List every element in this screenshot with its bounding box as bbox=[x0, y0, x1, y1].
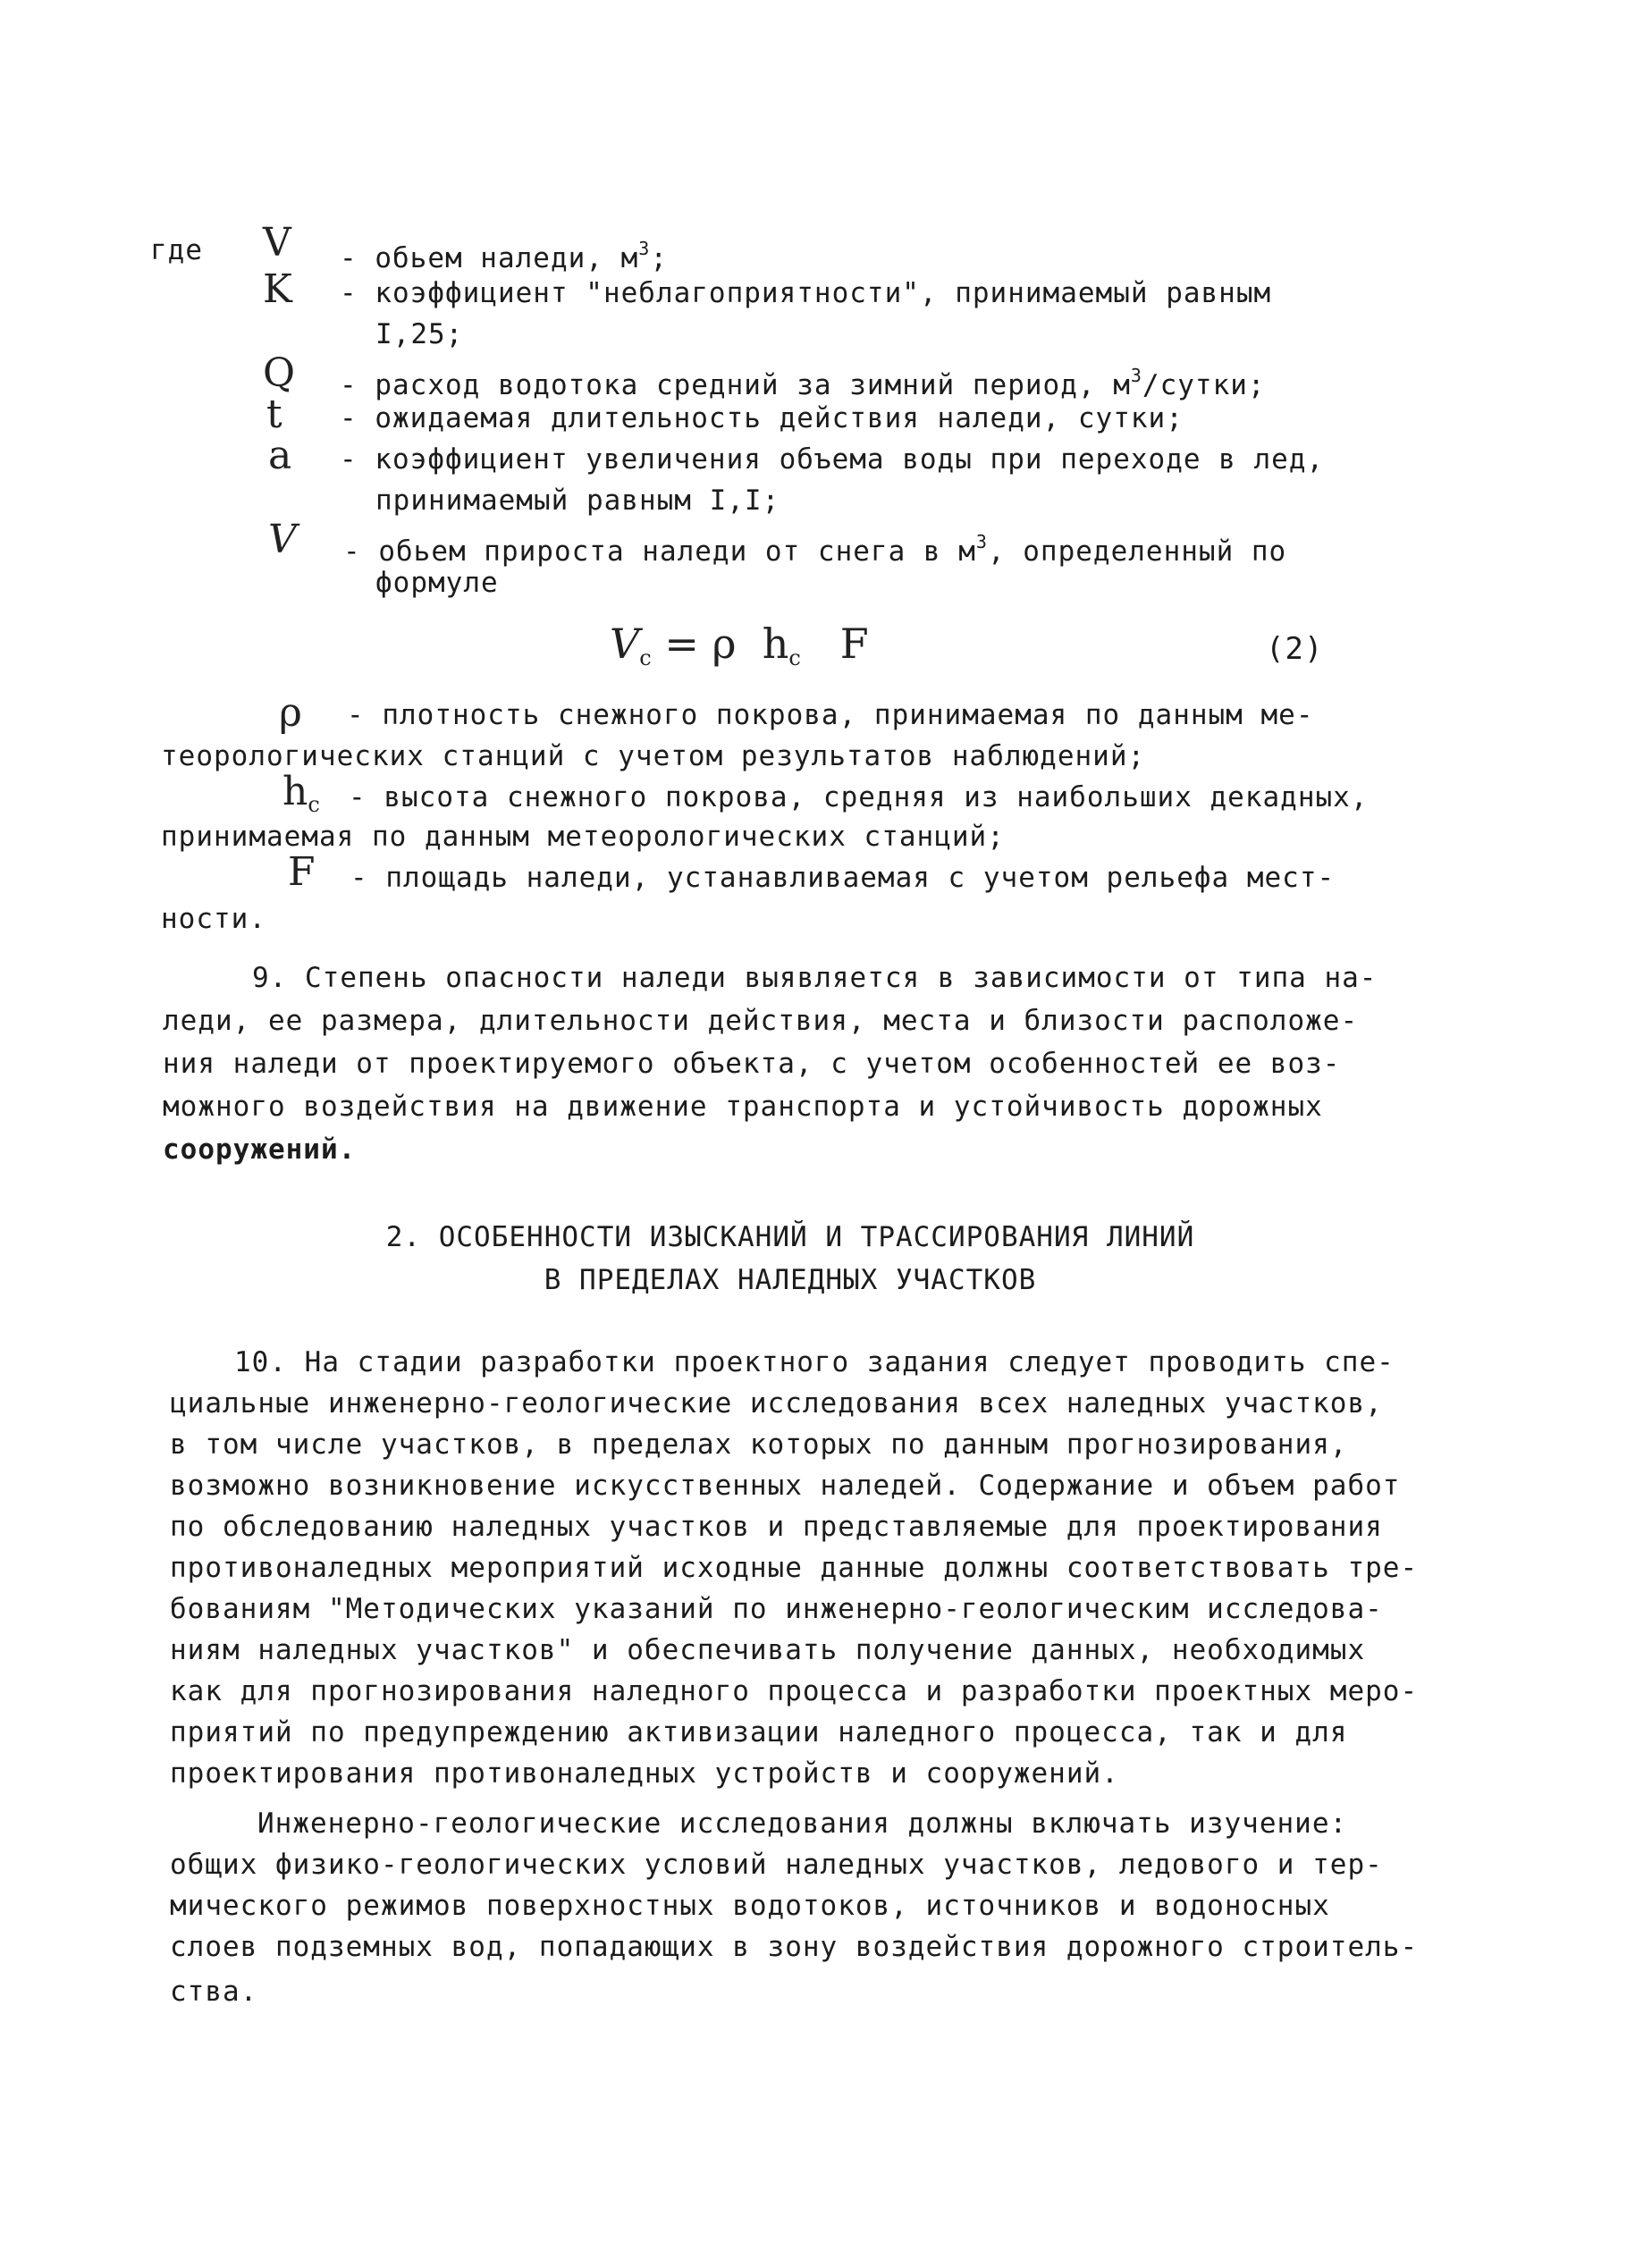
para9-line4: можного воздействия на движение транспорта и устойчивость дорожных bbox=[163, 1091, 1323, 1123]
symbol-t: t bbox=[266, 392, 282, 437]
para9-line2: леди, ее размера, длительности действия, места и близости расположе- bbox=[163, 1005, 1359, 1037]
superscript: 3 bbox=[975, 531, 988, 552]
formula-2 bbox=[610, 619, 869, 683]
definition-volume bbox=[340, 229, 668, 278]
para10-line2: циальные инженерно-геологические исследования всех наледных участков, bbox=[170, 1387, 1383, 1420]
formula-lhs-sub: c bbox=[639, 645, 652, 670]
param-f-line2: ности. bbox=[161, 903, 266, 935]
para9-line3: ния наледи от проектируемого объекта, с учетом особенностей ее воз- bbox=[163, 1048, 1341, 1080]
para10-line8: ниям наледных участков" и обеспечивать получение данных, необходимых bbox=[170, 1634, 1366, 1666]
definition-text-end: ; bbox=[650, 242, 668, 274]
definition-text: - обьем наледи, м bbox=[340, 242, 639, 274]
para11-line5: ства. bbox=[170, 1976, 258, 2008]
param-rho-line1: - плотность снежного покрова, принимаемая по данным ме- bbox=[347, 699, 1314, 731]
formula-rho: ρ bbox=[712, 619, 737, 668]
where-word: где bbox=[150, 234, 203, 266]
definition-duration: - ожидаемая длительность действия наледи, сутки; bbox=[340, 402, 1184, 434]
formula-number: (2) bbox=[1266, 631, 1324, 667]
para11-line3: мического режимов поверхностных водотоков, источников и водоносных bbox=[170, 1890, 1330, 1922]
formula-equals: = bbox=[664, 619, 699, 668]
para11-line4: слоев подземных вод, попадающих в зону воздействия дорожного строитель- bbox=[170, 1931, 1419, 1963]
definition-text-end: /сутки; bbox=[1142, 369, 1266, 401]
definition-a-line1: - коэффициент увеличения объема воды при переходе в лед, bbox=[340, 443, 1325, 476]
definition-text: - расход водотока средний за зимний период, м bbox=[340, 369, 1131, 401]
definition-discharge bbox=[340, 356, 1266, 405]
definition-snow-growth-line2: формуле bbox=[375, 567, 499, 599]
para11-line1: Инженерно-геологические исследования должны включать изучение: bbox=[257, 1808, 1348, 1840]
symbol-h: h bbox=[282, 769, 308, 814]
superscript: 3 bbox=[638, 238, 651, 259]
param-h-line1: - высота снежного покрова, средняя из наибольших декадных, bbox=[349, 781, 1369, 813]
symbol-f: F bbox=[288, 849, 316, 895]
formula-f: F bbox=[839, 619, 869, 668]
section-heading-line2: В ПРЕДЕЛАХ НАЛЕДНЫХ УЧАСТКОВ bbox=[544, 1264, 1037, 1296]
section-heading-line1: 2. ОСОБЕННОСТИ ИЗЫСКАНИЙ И ТРАССИРОВАНИЯ ЛИНИЙ bbox=[385, 1221, 1195, 1253]
para10-line1: 10. На стадии разработки проектного задания следует проводить спе- bbox=[234, 1346, 1395, 1378]
symbol-vc: V bbox=[268, 517, 297, 562]
symbol-q: Q bbox=[263, 350, 296, 396]
symbol-v: V bbox=[263, 220, 291, 265]
definition-text-end: , определенный по bbox=[987, 535, 1287, 568]
param-h-line2: принимаемая по данным метеорологических станций; bbox=[161, 821, 1005, 853]
formula-lhs: V bbox=[610, 619, 640, 668]
formula-h: h bbox=[762, 619, 789, 668]
param-rho-line2: теорологических станций с учетом результатов наблюдений; bbox=[161, 740, 1146, 772]
definition-a-line2: принимаемый равным I,I; bbox=[375, 485, 780, 517]
para9-line5: сооружений. bbox=[163, 1134, 357, 1166]
para10-line5: по обследованию наледных участков и представляемые для проектирования bbox=[170, 1511, 1383, 1543]
para11-line2: общих физико-геологических условий наледных участков, ледового и тер- bbox=[170, 1849, 1383, 1881]
superscript: 3 bbox=[1130, 365, 1142, 386]
para9-line1: 9. Степень опасности наледи выявляется в зависимости от типа на- bbox=[252, 962, 1378, 994]
para10-line10: приятий по предупреждению активизации наледного процесса, так и для bbox=[170, 1716, 1348, 1749]
para10-line4: возможно возникновение искусственных наледей. Содержание и объем работ bbox=[170, 1470, 1401, 1502]
para10-line3: в том числе участков, в пределах которых по данным прогнозирования, bbox=[170, 1428, 1348, 1461]
definition-k-line2: I,25; bbox=[375, 318, 464, 350]
symbol-h-sub: c bbox=[308, 792, 320, 817]
param-f-line1: - площадь наледи, устанавливаемая с учетом рельефа мест- bbox=[350, 862, 1336, 894]
definition-k-line1: - коэффициент "неблагоприятности", принимаемый равным bbox=[340, 277, 1272, 309]
para10-line6: противоналедных мероприятий исходные данные должны соответствовать тре- bbox=[170, 1552, 1419, 1584]
symbol-rho: ρ bbox=[279, 690, 302, 736]
symbol-a: a bbox=[268, 433, 292, 478]
formula-h-sub: c bbox=[788, 645, 801, 670]
symbol-k: K bbox=[263, 266, 292, 312]
definition-text: - обьем прироста наледи от снега в м bbox=[343, 535, 976, 568]
para10-line7: бованиям "Методических указаний по инженерно-геологическим исследова- bbox=[170, 1593, 1383, 1625]
para10-line9: как для прогнозирования наледного процесса и разработки проектных меро- bbox=[170, 1675, 1419, 1707]
para10-line11: проектирования противоналедных устройств и сооружений. bbox=[170, 1757, 1119, 1790]
